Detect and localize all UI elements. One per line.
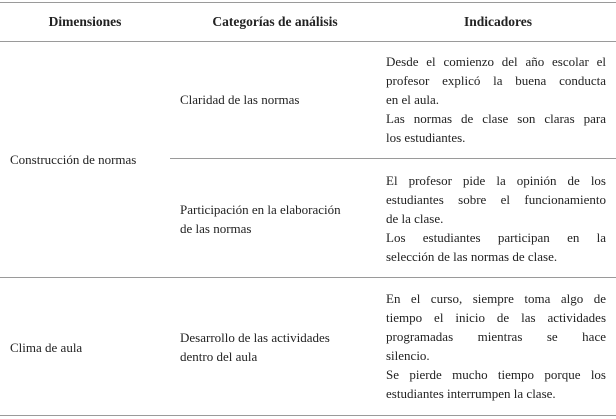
indicator-line: estudiantes interrumpen la clase.	[386, 386, 556, 401]
header-col-categorias: Categorías de análisis	[212, 14, 338, 29]
dimension-cell: Clima de aula	[10, 340, 83, 355]
indicator-line: Los estudiantes participan en la	[386, 230, 606, 245]
header-bottom-border	[0, 41, 616, 42]
indicator-line: Se pierde mucho tiempo porque los	[386, 367, 606, 382]
indicator-line: El profesor pide la opinión de los	[386, 173, 606, 188]
table-top-border	[0, 2, 616, 3]
category-cell: Claridad de las normas	[180, 92, 300, 107]
indicator-line: profesor explicó la buena conducta	[386, 73, 606, 88]
row-divider	[0, 277, 616, 278]
indicator-line: Desde el comienzo del año escolar el	[386, 54, 606, 69]
indicator-cell	[386, 289, 606, 403]
category-cell: de las normas	[180, 221, 252, 236]
indicator-line: tiempo el inicio de las actividades	[386, 310, 606, 325]
indicator-cell	[386, 171, 606, 266]
indicator-line: en el aula.	[386, 92, 440, 107]
table-bottom-border	[0, 415, 616, 416]
row-divider	[170, 158, 616, 159]
indicator-line: programadas mientras se hace	[386, 329, 606, 344]
indicator-line: silencio.	[386, 348, 430, 363]
indicator-line: selección de las normas de clase.	[386, 249, 558, 264]
category-cell: Desarrollo de las actividades	[180, 330, 330, 345]
indicator-line: Las normas de clase son claras para	[386, 111, 606, 126]
category-cell: dentro del aula	[180, 349, 258, 364]
category-cell: Participación en la elaboración	[180, 202, 341, 217]
header-col-dimensiones: Dimensiones	[48, 14, 122, 29]
header-col-indicadores: Indicadores	[463, 14, 532, 29]
indicator-line: los estudiantes.	[386, 130, 466, 145]
indicator-line: de la clase.	[386, 211, 444, 226]
indicator-line: estudiantes sobre el funcionamiento	[386, 192, 606, 207]
indicator-cell	[386, 52, 606, 147]
dimension-cell: Construcción de normas	[10, 152, 137, 167]
indicator-line: En el curso, siempre toma algo de	[386, 291, 606, 306]
